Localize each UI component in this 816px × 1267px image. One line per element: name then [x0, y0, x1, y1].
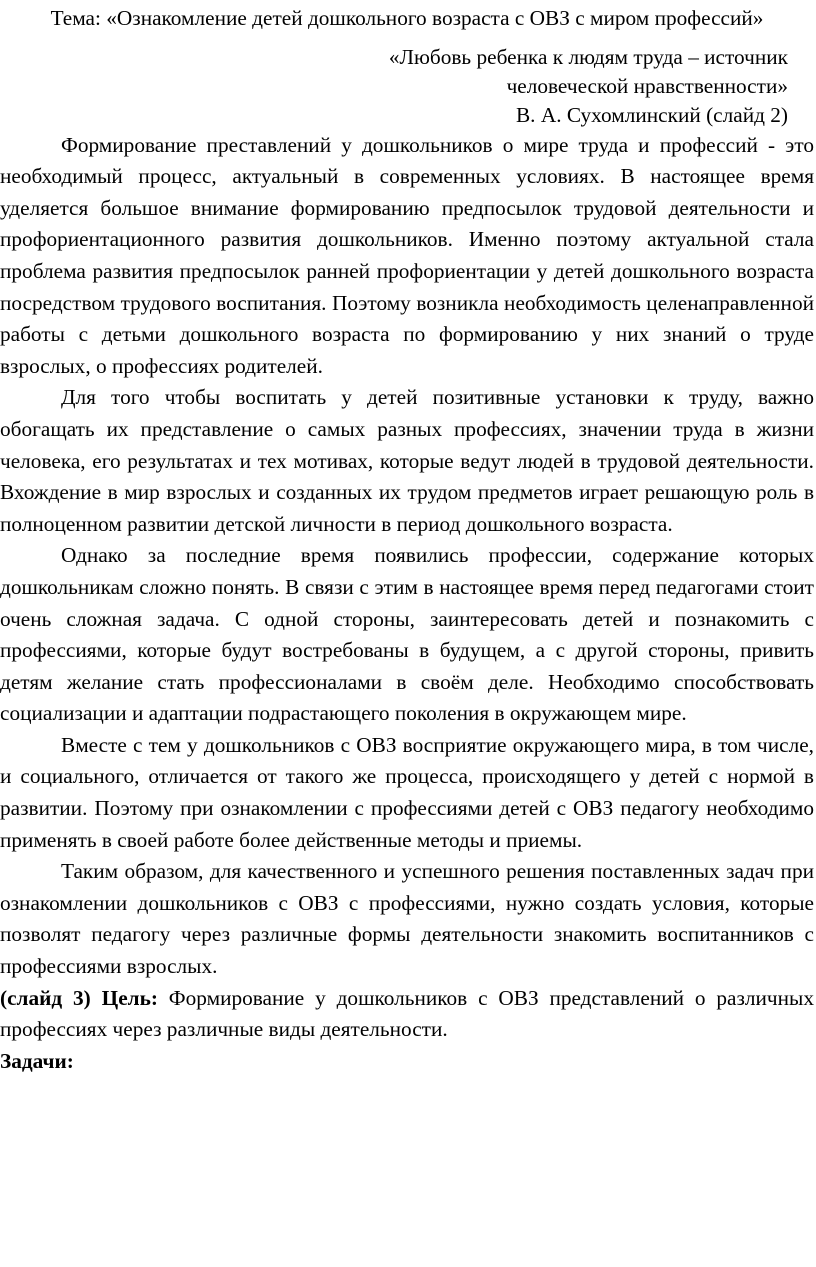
goal-text: Формирование у дошкольников с ОВЗ представлений о различных профессиях через различные виды деятельности. [0, 985, 814, 1042]
paragraph-3: Однако за последние время появились профессии, содержание которых дошкольникам сложно понять. В связи с этим в настоящее время перед педагогами стоит очень сложная задача. С одной стороны, заинтересовать детей и познакомить с профессиями, которые будут востребованы в будущем, а с другой стороны, привить детям желание стать профессионалами в своём деле. Необходимо способствовать социализации и адаптации подрастающего поколения в окружающем мире. [0, 543, 814, 726]
paragraph-4: Вместе с тем у дошкольников с ОВЗ восприятие окружающего мира, в том числе, и социального, отличается от такого же процесса, происходящего у детей с нормой в развитии. Поэтому при ознакомлении с профессиями детей с ОВЗ педагогу необходимо применять в своей работе более действенные методы и приемы. [0, 732, 814, 852]
document-page [0, 3, 816, 1077]
epigraph-author: В. А. Сухомлинский (слайд 2) [515, 102, 788, 127]
paragraph-1: Формирование преставлений у дошкольников о мире труда и профессий - это необходимый процесс, актуальный в современных условиях. В настоящее время уделяется большое внимание формированию предпосылок трудовой деятельности и профориентационного развития дошкольников. Именно поэтому актуальной стала проблема развития предпосылок ранней профориентации у детей дошкольного возраста посредством трудового воспитания. Поэтому возникла необходимость целенаправленной работы с детьми дошкольного возраста по формированию у них знаний о труде взрослых, о профессиях родителей. [0, 132, 814, 378]
epigraph-line-2: человеческой нравственности» [506, 73, 788, 98]
epigraph-line-1: «Любовь ребенка к людям труда – источник [388, 44, 788, 69]
paragraph-2: Для того чтобы воспитать у детей позитивные установки к труду, важно обогащать их представление о самых разных профессиях, значении труда в жизни человека, его результатах и тех мотивах, которые ведут людей в трудовой деятельности. Вхождение в мир взрослых и созданных их трудом предметов играет решающую роль в полноценном развитии детской личности в период дошкольного возраста. [0, 385, 814, 536]
paragraph-5: Таким образом, для качественного и успешного решения поставленных задач при ознакомлении дошкольников с ОВЗ с профессиями, нужно создать условия, которые позволят педагогу через различные формы деятельности знакомить воспитанников с профессиями взрослых. [0, 859, 814, 979]
tasks-heading: Задачи: [0, 1048, 74, 1073]
goal-label: (слайд 3) Цель: [0, 985, 158, 1010]
epigraph [0, 43, 788, 130]
document-title: Тема: «Ознакомление детей дошкольного возраста с ОВЗ с миром профессий» [50, 6, 764, 30]
goal-paragraph [0, 983, 814, 1046]
